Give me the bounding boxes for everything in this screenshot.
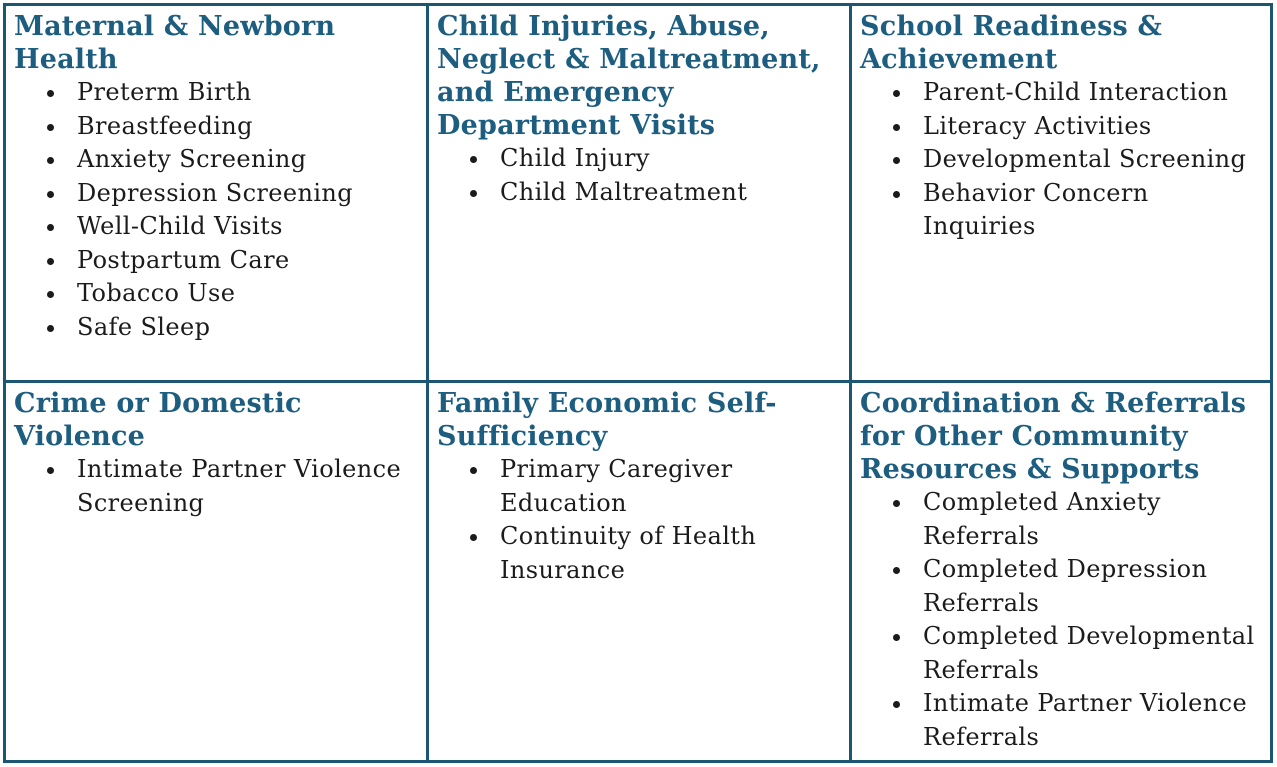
benchmark-table xyxy=(3,3,1273,763)
list-item: Completed Anxiety Referrals xyxy=(923,486,1262,553)
list-item: Breastfeeding xyxy=(77,110,418,144)
cell-child-injuries xyxy=(429,6,852,383)
measure-list xyxy=(860,76,1262,244)
list-item: Depression Screening xyxy=(77,177,418,211)
measure-list xyxy=(860,486,1262,754)
cell-heading: Crime or Domestic Violence xyxy=(14,388,302,452)
cell-heading: Child Injuries, Abuse, Neglect & Maltreatment, and Emergency Department Visits xyxy=(437,11,821,141)
list-item: Parent-Child Interaction xyxy=(923,76,1262,110)
list-item: Child Injury xyxy=(500,142,841,176)
list-item: Postpartum Care xyxy=(77,244,418,278)
cell-heading: Family Economic Self-Sufficiency xyxy=(437,388,777,452)
list-item: Safe Sleep xyxy=(77,311,418,345)
list-item: Child Maltreatment xyxy=(500,176,841,210)
cell-heading: Coordination & Referrals for Other Community Resources & Supports xyxy=(860,388,1247,485)
list-item: Anxiety Screening xyxy=(77,143,418,177)
list-item: Continuity of Health Insurance xyxy=(500,520,841,587)
cell-family-economic-self-sufficiency xyxy=(429,383,852,760)
list-item: Developmental Screening xyxy=(923,143,1262,177)
measure-list xyxy=(437,453,841,587)
list-item: Well-Child Visits xyxy=(77,210,418,244)
cell-school-readiness xyxy=(852,6,1270,383)
list-item: Preterm Birth xyxy=(77,76,418,110)
measure-list xyxy=(437,142,841,209)
cell-heading: Maternal & Newborn Health xyxy=(14,11,336,75)
list-item: Completed Depression Referrals xyxy=(923,553,1262,620)
cell-heading: School Readiness & Achievement xyxy=(860,11,1163,75)
list-item: Tobacco Use xyxy=(77,277,418,311)
list-item: Intimate Partner Violence Referrals xyxy=(923,687,1262,754)
list-item: Primary Caregiver Education xyxy=(500,453,841,520)
cell-coordination-referrals xyxy=(852,383,1270,760)
cell-crime-domestic-violence xyxy=(6,383,429,760)
list-item: Intimate Partner Violence Screening xyxy=(77,453,418,520)
list-item: Literacy Activities xyxy=(923,110,1262,144)
measure-list xyxy=(14,453,418,520)
measure-list xyxy=(14,76,418,344)
cell-maternal-newborn-health xyxy=(6,6,429,383)
list-item: Completed Developmental Referrals xyxy=(923,620,1262,687)
list-item: Behavior Concern Inquiries xyxy=(923,177,1262,244)
